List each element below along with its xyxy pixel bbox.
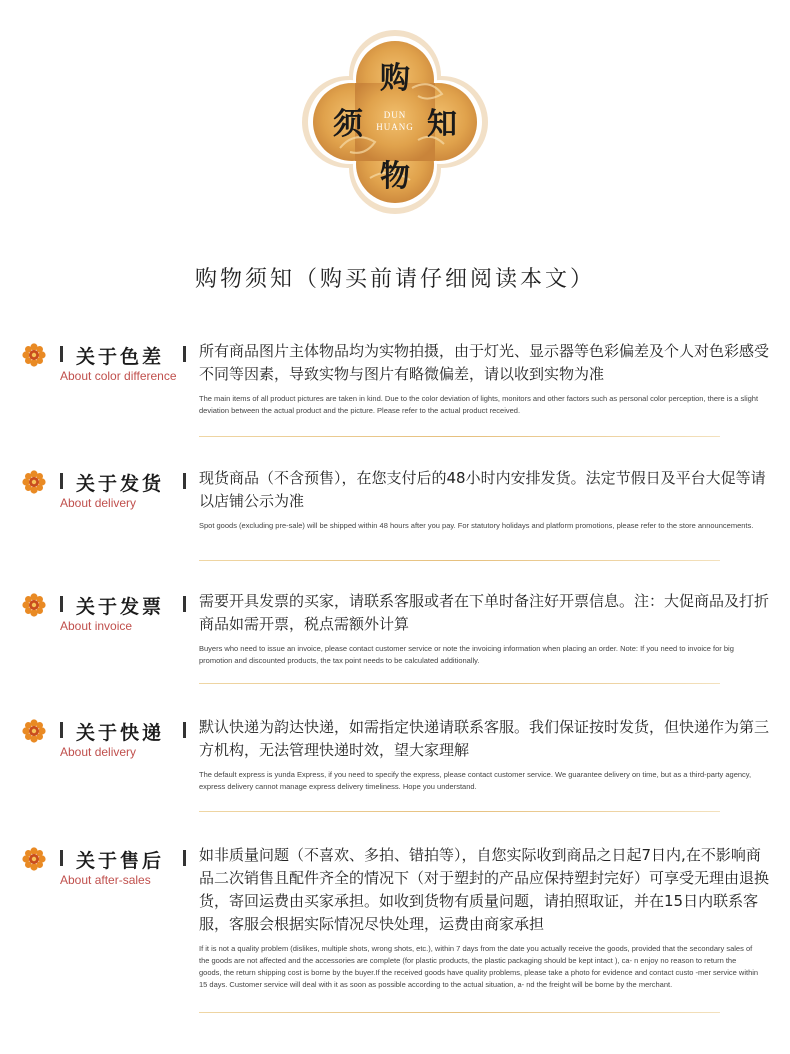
section-title: 关于售后 — [76, 850, 165, 872]
title-bar-right — [183, 722, 186, 738]
section-title: 关于发票 — [76, 596, 165, 618]
emblem-graphic — [300, 28, 490, 216]
section-title: 关于发货 — [76, 473, 165, 495]
title-bar-left — [60, 850, 63, 866]
section-en-text: The default express is yunda Express, if you need to specify the express, please contact customer service. We guarantee delivery on time, but as a third-party agency, express delivery cannot manage express delivery timeliness. Hope you understand. — [199, 770, 752, 791]
title-bar-right — [183, 473, 186, 489]
emblem-logo — [300, 28, 490, 216]
section-divider — [199, 560, 720, 561]
flower-icon — [22, 593, 46, 617]
section-en-text: Buyers who need to issue an invoice, please contact customer service or note the invoicing information when placing an order. Note: If you need to invoice for big promotion and discounted products, the tax point needs to be calculated additionally. — [199, 644, 734, 665]
page-heading: 购物须知（购买前请仔细阅读本文） — [194, 267, 595, 292]
title-bar-right — [183, 850, 186, 866]
section-subtitle: About after-sales — [60, 873, 151, 887]
title-bar-left — [60, 722, 63, 738]
flower-icon — [22, 343, 46, 367]
flower-icon — [22, 470, 46, 494]
section-subtitle: About delivery — [60, 496, 137, 510]
title-bar-right — [183, 346, 186, 362]
section-en-text: Spot goods (excluding pre-sale) will be shipped within 48 hours after you pay. For statutory holidays and platform promotions, please refer to the store announcements. — [199, 521, 754, 530]
section-subtitle: About color difference — [60, 369, 177, 383]
section-en-text: If it is not a quality problem (dislikes, multiple shots, wrong shots, etc.), within 7 days from the date you actually receive the goods, provided that the secondary sales of the goods are not affected and the accessories are complete (for plastic products, the plastic packaging should be kept intact ), ca- n enjoy no reason to return the goods, the return shipping cost is borne by the buyer.If the received goods have quality problems, please take a photo for evidence and contact custo -mer service within 15 days. Customer service will deal with it as soon as possible according to the actual situation, a- nd the freight will be borne by the merchant. — [199, 944, 759, 989]
title-bar-left — [60, 473, 63, 489]
section-subtitle: About delivery — [60, 745, 137, 759]
section-divider — [199, 811, 720, 812]
emblem-line2: HUANG — [376, 122, 414, 132]
emblem-char-right: 知 — [427, 107, 457, 142]
title-bar-left — [60, 596, 63, 612]
section-subtitle: About invoice — [60, 619, 133, 633]
emblem-line1: DUN — [383, 110, 407, 120]
section-cn-text: 所有商品图片主体物品均为实物拍摄，由于灯光、显示器等色彩偏差及个人对色彩感受不同等因素，导致实物与图片有略微偏差，请以收到实物为准 — [199, 342, 770, 383]
section-divider — [199, 683, 720, 684]
section-divider — [199, 1012, 720, 1013]
emblem-char-top: 购 — [380, 61, 410, 96]
flower-icon — [22, 847, 46, 871]
flower-icon — [22, 719, 46, 743]
emblem-char-bottom: 物 — [380, 159, 410, 194]
section-cn-text: 如非质量问题（不喜欢、多拍、错拍等），自您实际收到商品之日起7日内,在不影响商品二次销售且配件齐全的情况下（对于塑封的产品应保持塑封完好）可享受无理由退换货，寄回运费由买家承担。如收到货物有质量问题，请拍照取证，并在15日内联系客服，客服会根据实际情况尽快处理，运费由商家承担 — [199, 846, 770, 933]
emblem-char-left: 须 — [333, 107, 363, 142]
title-bar-right — [183, 596, 186, 612]
section-cn-text: 需要开具发票的买家，请联系客服或者在下单时备注好开票信息。注：大促商品及打折商品如需开票，税点需额外计算 — [199, 592, 770, 633]
section-divider — [199, 436, 720, 437]
section-cn-text: 默认快递为韵达快递，如需指定快递请联系客服。我们保证按时发货，但快递作为第三方机构，无法管理快递时效，望大家理解 — [199, 718, 770, 759]
section-title: 关于色差 — [76, 346, 165, 368]
section-cn-text: 现货商品（不含预售），在您支付后的48小时内安排发货。法定节假日及平台大促等请以店铺公示为准 — [199, 469, 766, 510]
section-title: 关于快递 — [76, 722, 165, 744]
section-en-text: The main items of all product pictures are taken in kind. Due to the color deviation of lights, monitors and other factors such as personal color perception, there is a slight deviation between the actual product and the picture. Please refer to the actual product received. — [199, 394, 759, 415]
title-bar-left — [60, 346, 63, 362]
